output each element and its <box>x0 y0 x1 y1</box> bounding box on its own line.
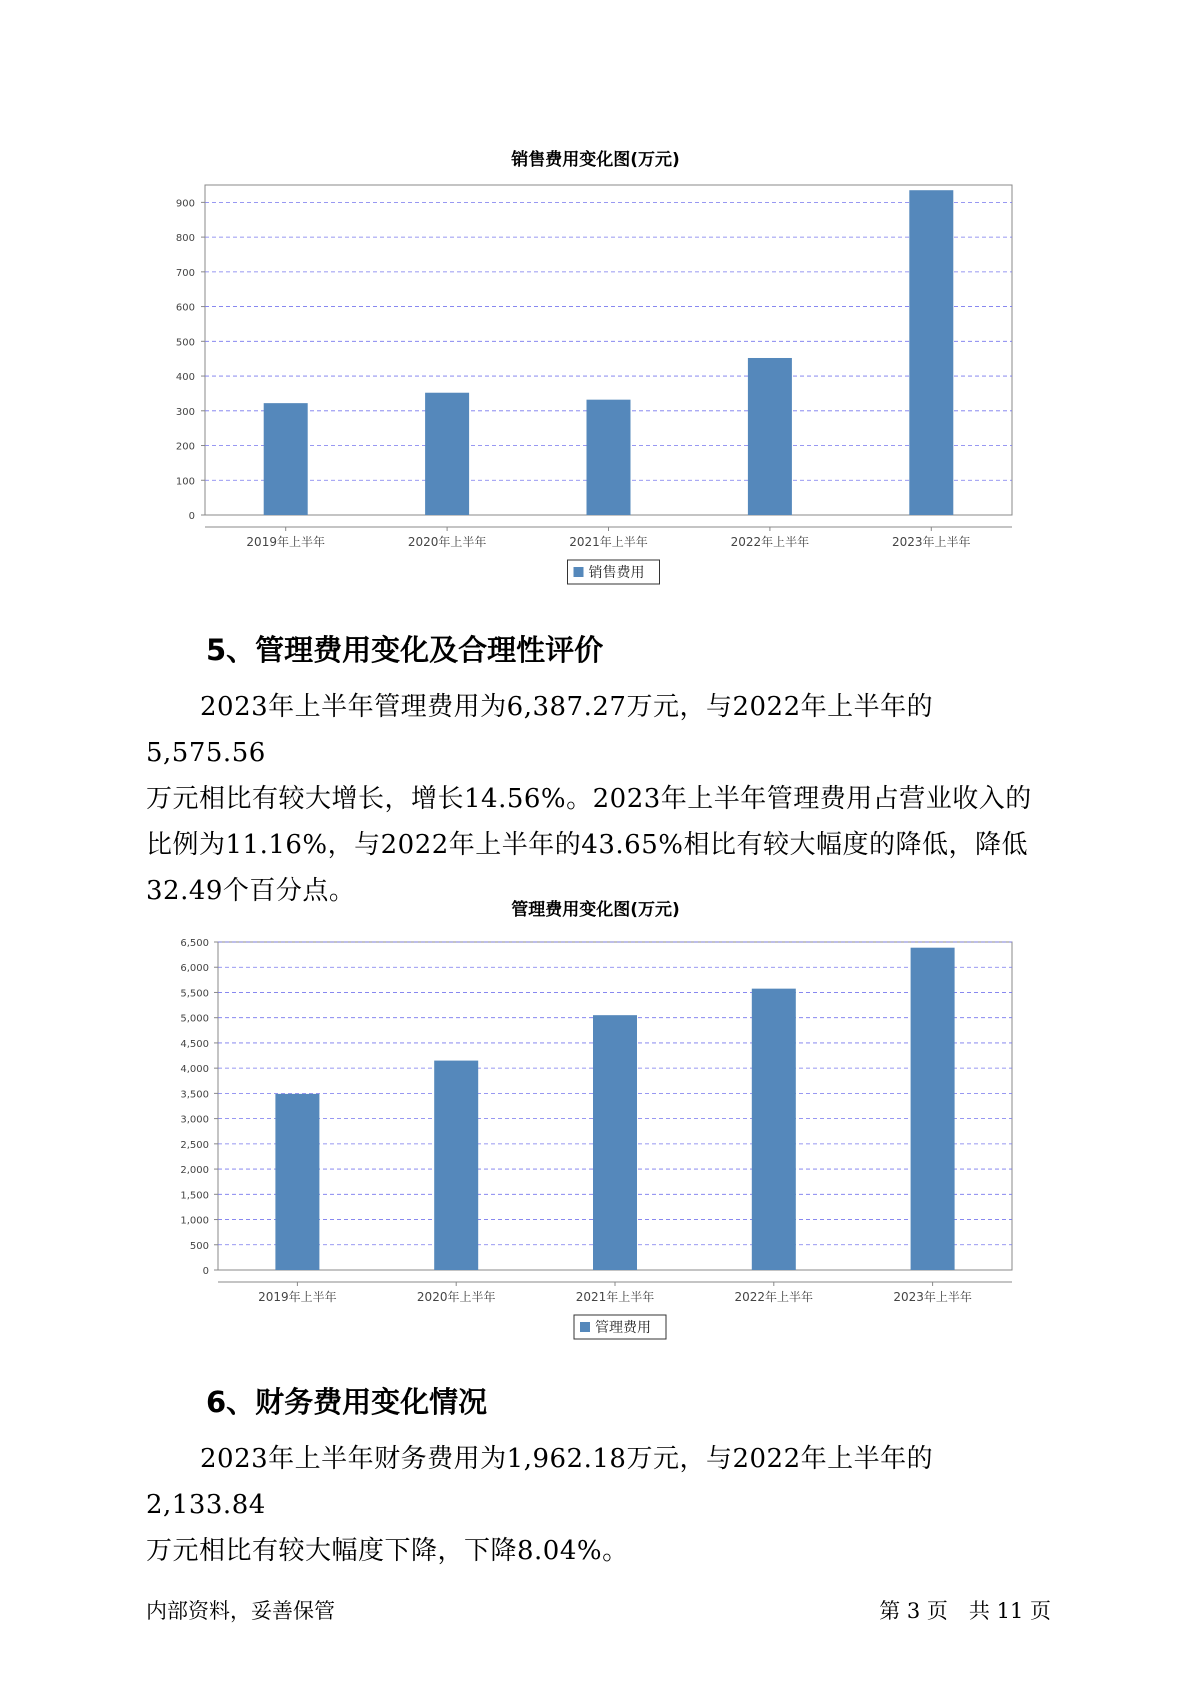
x-tick-label: 2022年上半年 <box>730 535 810 549</box>
x-tick-label: 2020年上半年 <box>416 1290 496 1304</box>
y-tick-label: 4,500 <box>180 1038 209 1050</box>
bar-2021年上半年 <box>587 400 631 515</box>
y-tick-label: 400 <box>175 372 195 384</box>
y-tick-label: 300 <box>175 406 195 418</box>
y-tick-label: 2,500 <box>180 1139 209 1151</box>
footer-confidential-note: 内部资料，妥善保管 <box>146 1599 335 1623</box>
bar-2019年上半年 <box>264 403 308 515</box>
bar-2023年上半年 <box>909 190 953 515</box>
y-tick-label: 500 <box>189 1240 209 1252</box>
bar-2020年上半年 <box>434 1061 478 1270</box>
footer-page-number: 第 3 页 共 11 页 <box>879 1599 1051 1623</box>
bar-2022年上半年 <box>748 358 792 515</box>
legend-swatch <box>574 567 584 577</box>
y-tick-label: 3,000 <box>180 1114 209 1126</box>
y-tick-label: 3,500 <box>180 1089 209 1101</box>
x-tick-label: 2022年上半年 <box>734 1290 814 1304</box>
y-tick-label: 800 <box>175 233 195 245</box>
section-5-line-3: 比例为11.16%，与2022年上半年的43.65%相比有较大幅度的降低，降低 <box>146 830 1028 860</box>
chart-1-title: 销售费用变化图(万元) <box>511 150 680 170</box>
y-tick-label: 1,500 <box>180 1190 209 1202</box>
admin-expense-chart <box>0 920 1191 1350</box>
section-5-paragraph <box>146 684 1046 914</box>
y-tick-label: 2,000 <box>180 1165 209 1177</box>
section-6-heading: 6、财务费用变化情况 <box>206 1385 488 1419</box>
y-tick-label: 6,000 <box>180 963 209 975</box>
section-5-line-1: 2023年上半年管理费用为6,387.27万元，与2022年上半年的5,575.56 <box>146 692 934 768</box>
y-tick-label: 5,500 <box>180 988 209 1000</box>
bar-2019年上半年 <box>275 1094 319 1270</box>
x-tick-label: 2023年上半年 <box>893 1290 972 1304</box>
section-5-line-2: 万元相比有较大增长，增长14.56%。2023年上半年管理费用占营业收入的 <box>146 784 1032 814</box>
bar-2023年上半年 <box>911 948 955 1270</box>
y-tick-label: 700 <box>175 267 195 279</box>
y-tick-label: 900 <box>175 198 195 210</box>
section-5-heading: 5、管理费用变化及合理性评价 <box>206 633 604 667</box>
y-tick-label: 0 <box>188 511 195 522</box>
x-tick-label: 2023年上半年 <box>892 535 971 549</box>
x-tick-label: 2019年上半年 <box>258 1290 337 1304</box>
section-6-line-1: 2023年上半年财务费用为1,962.18万元，与2022年上半年的2,133.84 <box>146 1444 934 1520</box>
section-5-line-4: 32.49个百分点。 <box>146 876 356 906</box>
y-tick-label: 200 <box>175 441 195 453</box>
chart-2-title: 管理费用变化图(万元) <box>511 900 680 920</box>
y-tick-label: 500 <box>175 337 195 349</box>
y-tick-label: 600 <box>175 302 195 314</box>
legend-label: 管理费用 <box>595 1320 651 1336</box>
bar-2020年上半年 <box>425 393 469 515</box>
y-tick-label: 1,000 <box>180 1215 209 1227</box>
sales-expense-chart <box>0 170 1191 600</box>
y-tick-label: 0 <box>202 1266 209 1277</box>
x-tick-label: 2021年上半年 <box>575 1290 655 1304</box>
legend-label: 销售费用 <box>588 565 645 581</box>
x-tick-label: 2021年上半年 <box>569 535 648 549</box>
x-tick-label: 2019年上半年 <box>246 535 325 549</box>
section-6-line-2: 万元相比有较大幅度下降，下降8.04%。 <box>146 1536 629 1566</box>
legend-swatch <box>580 1322 590 1332</box>
y-tick-label: 5,000 <box>180 1013 209 1025</box>
y-tick-label: 6,500 <box>180 938 209 949</box>
bar-2021年上半年 <box>593 1015 637 1270</box>
section-6-paragraph <box>146 1436 1046 1574</box>
x-tick-label: 2020年上半年 <box>407 535 487 549</box>
y-tick-label: 100 <box>175 476 195 488</box>
bar-2022年上半年 <box>752 989 796 1270</box>
y-tick-label: 4,000 <box>180 1064 209 1076</box>
